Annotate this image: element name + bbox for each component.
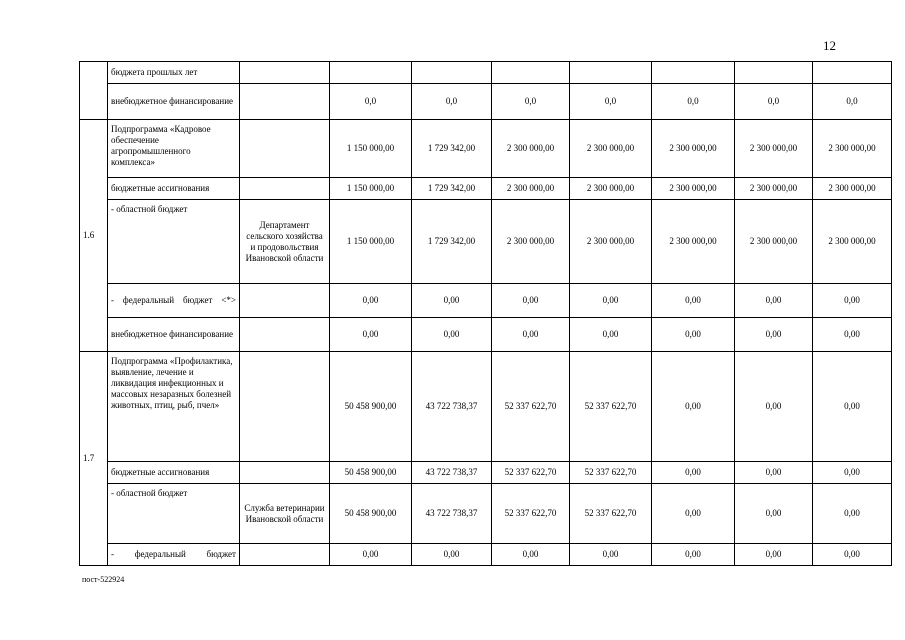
- row-department: [240, 462, 330, 484]
- value-cell: 0,00: [330, 318, 412, 352]
- value-cell: 43 722 738,37: [412, 352, 492, 462]
- row-department: [240, 544, 330, 566]
- value-cell: 2 300 000,00: [813, 178, 892, 200]
- row-name: бюджетные ассигнования: [108, 462, 240, 484]
- row-name: внебюджетное финансирование: [108, 318, 240, 352]
- value-cell: 50 458 900,00: [330, 462, 412, 484]
- row-department: Служба ветеринарии Ивановской области: [240, 484, 330, 544]
- value-cell: 0,0: [652, 84, 735, 120]
- value-cell: 0,00: [412, 544, 492, 566]
- value-cell: 0,00: [652, 318, 735, 352]
- value-cell: 0,00: [735, 544, 813, 566]
- value-cell: 2 300 000,00: [492, 178, 570, 200]
- value-cell: 2 300 000,00: [570, 200, 652, 284]
- value-cell: 0,00: [735, 462, 813, 484]
- value-cell: 0,00: [412, 284, 492, 318]
- row-department: [240, 84, 330, 120]
- value-cell: 2 300 000,00: [735, 120, 813, 178]
- row-department: [240, 284, 330, 318]
- value-cell: 43 722 738,37: [412, 462, 492, 484]
- value-cell: 0,0: [330, 84, 412, 120]
- table-row: [80, 284, 892, 318]
- value-cell: 0,00: [570, 544, 652, 566]
- value-cell: 52 337 622,70: [492, 462, 570, 484]
- value-cell: 0,00: [652, 484, 735, 544]
- budget-table: [79, 61, 892, 566]
- value-cell: 1 729 342,00: [412, 200, 492, 284]
- value-cell: [652, 62, 735, 84]
- value-cell: 1 729 342,00: [412, 178, 492, 200]
- row-index: [80, 62, 108, 120]
- value-cell: 0,00: [492, 544, 570, 566]
- value-cell: 0,0: [570, 84, 652, 120]
- row-name: бюджетные ассигнования: [108, 178, 240, 200]
- value-cell: 0,0: [412, 84, 492, 120]
- row-name: Подпрограмма «Кадровое обеспечение агропромышленного комплекса»: [108, 120, 240, 178]
- value-cell: 50 458 900,00: [330, 484, 412, 544]
- value-cell: 52 337 622,70: [492, 352, 570, 462]
- value-cell: 1 150 000,00: [330, 200, 412, 284]
- value-cell: 52 337 622,70: [570, 352, 652, 462]
- document-code: пост-522924: [82, 575, 125, 584]
- value-cell: 0,00: [813, 352, 892, 462]
- value-cell: 1 150 000,00: [330, 120, 412, 178]
- value-cell: 0,00: [330, 284, 412, 318]
- row-department: [240, 178, 330, 200]
- table-row: [80, 62, 892, 84]
- value-cell: 0,0: [735, 84, 813, 120]
- value-cell: 0,00: [735, 318, 813, 352]
- value-cell: 0,00: [570, 318, 652, 352]
- row-name: - областной бюджет: [108, 484, 240, 544]
- value-cell: 2 300 000,00: [735, 178, 813, 200]
- value-cell: 0,00: [492, 284, 570, 318]
- table-row: [80, 120, 892, 178]
- value-cell: 1 150 000,00: [330, 178, 412, 200]
- row-department: [240, 352, 330, 462]
- value-cell: 50 458 900,00: [330, 352, 412, 462]
- table-row: [80, 178, 892, 200]
- value-cell: 52 337 622,70: [570, 484, 652, 544]
- value-cell: 52 337 622,70: [570, 462, 652, 484]
- row-index: 1.6: [80, 120, 108, 352]
- value-cell: 0,00: [813, 484, 892, 544]
- value-cell: [570, 62, 652, 84]
- value-cell: 0,00: [652, 462, 735, 484]
- value-cell: [735, 62, 813, 84]
- value-cell: 0,00: [330, 544, 412, 566]
- row-department: Департамент сельского хозяйства и продовольствия Ивановской области: [240, 200, 330, 284]
- value-cell: 0,00: [652, 352, 735, 462]
- value-cell: 0,00: [813, 462, 892, 484]
- value-cell: 0,0: [813, 84, 892, 120]
- value-cell: 2 300 000,00: [570, 178, 652, 200]
- table-row: [80, 200, 892, 284]
- value-cell: 0,00: [652, 284, 735, 318]
- row-name: - федеральный бюджет <*>: [108, 284, 240, 318]
- value-cell: [813, 62, 892, 84]
- row-department: [240, 62, 330, 84]
- table-row: [80, 462, 892, 484]
- value-cell: 1 729 342,00: [412, 120, 492, 178]
- value-cell: 0,00: [652, 544, 735, 566]
- value-cell: 0,00: [412, 318, 492, 352]
- row-department: [240, 318, 330, 352]
- table-row: [80, 484, 892, 544]
- table-row: [80, 318, 892, 352]
- row-name: - федеральный бюджет: [108, 544, 240, 566]
- row-name: внебюджетное финансирование: [108, 84, 240, 120]
- value-cell: 0,00: [735, 352, 813, 462]
- value-cell: 0,00: [570, 284, 652, 318]
- value-cell: 0,00: [735, 484, 813, 544]
- row-name: Подпрограмма «Профилактика, выявление, лечение и ликвидация инфекционных и массовых незаразных болезней животных, птиц, рыб, пчел»: [108, 352, 240, 462]
- value-cell: 0,00: [735, 284, 813, 318]
- value-cell: 52 337 622,70: [492, 484, 570, 544]
- value-cell: 2 300 000,00: [813, 120, 892, 178]
- table-row: [80, 544, 892, 566]
- row-index: 1.7: [80, 352, 108, 566]
- value-cell: 43 722 738,37: [412, 484, 492, 544]
- row-department: [240, 120, 330, 178]
- row-name: бюджета прошлых лет: [108, 62, 240, 84]
- table-row: [80, 84, 892, 120]
- value-cell: 2 300 000,00: [570, 120, 652, 178]
- row-name: - областной бюджет: [108, 200, 240, 284]
- value-cell: [330, 62, 412, 84]
- value-cell: 0,00: [813, 318, 892, 352]
- value-cell: 2 300 000,00: [652, 120, 735, 178]
- value-cell: [492, 62, 570, 84]
- value-cell: 2 300 000,00: [652, 178, 735, 200]
- value-cell: [412, 62, 492, 84]
- value-cell: 2 300 000,00: [813, 200, 892, 284]
- value-cell: 0,00: [492, 318, 570, 352]
- value-cell: 2 300 000,00: [652, 200, 735, 284]
- value-cell: 2 300 000,00: [492, 200, 570, 284]
- table-row: [80, 352, 892, 462]
- value-cell: 2 300 000,00: [735, 200, 813, 284]
- value-cell: 2 300 000,00: [492, 120, 570, 178]
- page-number: 12: [823, 38, 836, 53]
- value-cell: 0,00: [813, 284, 892, 318]
- value-cell: 0,00: [813, 544, 892, 566]
- value-cell: 0,0: [492, 84, 570, 120]
